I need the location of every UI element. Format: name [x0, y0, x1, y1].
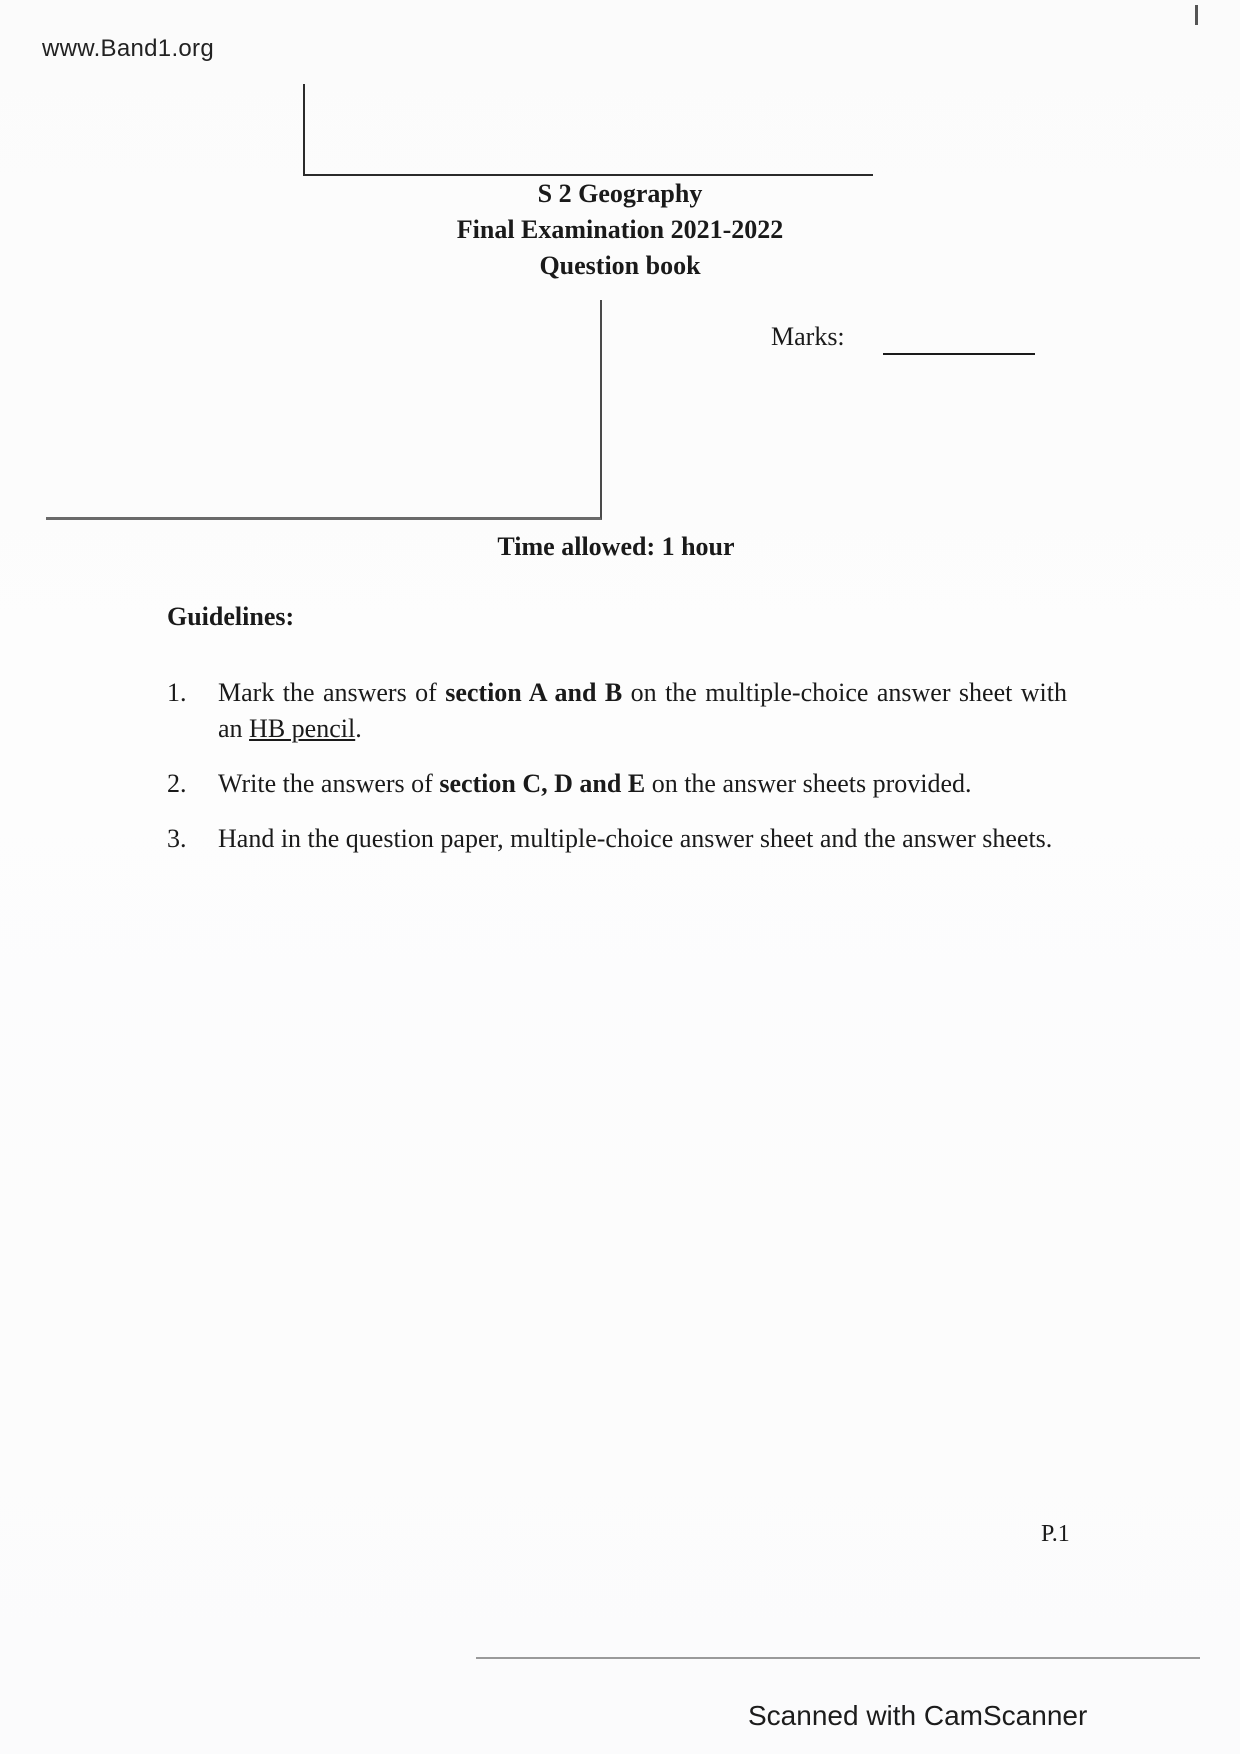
book-title: Question book	[539, 251, 701, 280]
guidelines-title: Guidelines:	[167, 602, 295, 631]
guideline-text: .	[355, 714, 362, 743]
subject-title: S 2 Geography	[537, 179, 703, 208]
guideline-item	[167, 675, 1067, 747]
guideline-number: 1.	[167, 678, 187, 707]
cover-box-middle	[46, 300, 602, 520]
guideline-bold-text: section A and B	[445, 678, 623, 707]
guideline-number: 3.	[167, 824, 187, 853]
guidelines-list	[167, 675, 1067, 876]
exam-header	[0, 176, 1240, 284]
marks-label: Marks:	[771, 322, 845, 351]
guideline-text: Hand in the question paper, multiple-choice answer sheet and the answer sheets.	[218, 824, 1053, 853]
guideline-text: on the multiple-choice answer sheet with an	[218, 678, 1067, 743]
time-allowed: Time allowed: 1 hour	[497, 532, 735, 561]
guideline-text: on the answer sheets provided.	[645, 769, 972, 798]
guideline-text: Write the answers of	[218, 769, 440, 798]
exam-title: Final Examination 2021-2022	[456, 215, 784, 244]
scanner-footer: Scanned with CamScanner	[748, 1700, 1088, 1731]
guideline-text: Mark the answers of	[218, 678, 446, 707]
page-number: P.1	[1041, 1521, 1070, 1547]
bottom-rule	[476, 1657, 1200, 1659]
scan-mark	[1195, 5, 1198, 25]
guideline-underlined-text: HB pencil	[249, 714, 356, 743]
marks-blank-line	[883, 353, 1035, 355]
cover-box-top	[303, 84, 873, 176]
guideline-number: 2.	[167, 769, 187, 798]
guideline-bold-text: section C, D and E	[439, 769, 646, 798]
site-watermark: www.Band1.org	[42, 35, 214, 62]
guideline-item	[167, 821, 1067, 857]
guideline-item	[167, 766, 1067, 802]
